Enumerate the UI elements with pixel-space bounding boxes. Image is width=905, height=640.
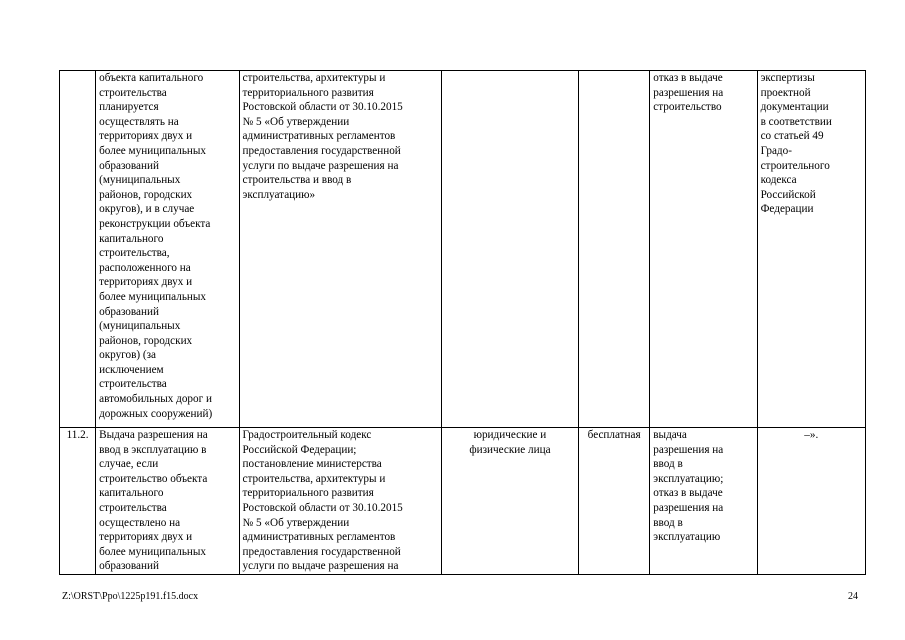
- text-line: строительного: [760, 159, 830, 172]
- text-line: физические лица: [469, 443, 551, 456]
- row-number-cell: [60, 71, 96, 428]
- text-line: исключением: [99, 363, 164, 376]
- text-line: осуществлять на: [99, 115, 179, 128]
- text-line: Градостроительный кодекс: [242, 429, 372, 441]
- text-line: строительства: [99, 378, 167, 391]
- text-line: в соответствии: [760, 115, 832, 128]
- text-line: услуги по выдаче разрешения на: [242, 159, 399, 172]
- footer-file-path: Z:\ORST\Ppo\1225p191.f15.docx: [62, 591, 199, 602]
- text-line: строительство: [653, 101, 722, 114]
- text-line: территориях двух и: [99, 531, 193, 544]
- text-line: строительства, архитектуры и: [242, 472, 386, 485]
- result-cell: [650, 428, 757, 575]
- text-line: кодекса: [760, 174, 797, 187]
- text-line: административных регламентов: [242, 130, 396, 143]
- text-line: более муниципальных: [99, 290, 207, 303]
- text-line: ввод в: [653, 516, 683, 529]
- text-line: объекта капитального: [99, 72, 204, 84]
- text-line: дорожных сооружений): [99, 407, 213, 420]
- text-line: предоставления государственной: [242, 545, 401, 558]
- text-line: территориального развития: [242, 86, 374, 99]
- text-line: районов, городских: [99, 334, 193, 347]
- applicants-cell: [441, 71, 578, 428]
- text-line: Ростовской области от 30.10.2015: [242, 101, 403, 114]
- text-line: строительства и ввод в: [242, 174, 352, 187]
- text-line: Федерации: [760, 203, 814, 216]
- text-line: постановление министерства: [242, 458, 382, 471]
- text-line: Российской: [760, 188, 816, 201]
- text-line: экспертизы: [760, 72, 815, 84]
- text-line: территориях двух и: [99, 130, 193, 143]
- review-cell: [757, 71, 865, 428]
- text-line: юридические и: [473, 429, 547, 441]
- text-line: эксплуатацию;: [653, 472, 724, 485]
- table-row: [60, 428, 866, 575]
- review-cell: –».: [757, 428, 865, 575]
- text-line: строительства: [99, 86, 167, 99]
- page-number: 24: [848, 591, 858, 602]
- text-line: Градо-: [760, 144, 792, 157]
- legal-basis-cell: [239, 71, 441, 428]
- text-line: (муниципальных: [99, 320, 181, 333]
- text-line: со статьей 49: [760, 130, 824, 143]
- text-line: документации: [760, 101, 829, 114]
- text-line: образований: [99, 159, 159, 172]
- text-line: осуществлено на: [99, 516, 181, 529]
- text-line: строительство объекта: [99, 472, 208, 485]
- text-line: Ростовской области от 30.10.2015: [242, 501, 403, 514]
- fee-cell: [579, 71, 650, 428]
- legal-basis-cell: [239, 428, 441, 575]
- text-line: эксплуатацию: [653, 531, 721, 544]
- text-line: территориального развития: [242, 487, 374, 500]
- text-line: капитального: [99, 232, 164, 245]
- regulation-table: [59, 70, 866, 575]
- object-cell: [96, 71, 239, 428]
- text-line: (муниципальных: [99, 174, 181, 187]
- text-line: образований: [99, 305, 159, 318]
- text-line: № 5 «Об утверждении: [242, 115, 350, 128]
- text-line: № 5 «Об утверждении: [242, 516, 350, 529]
- table-row: [60, 71, 866, 428]
- text-line: округов), и в случае: [99, 203, 195, 216]
- text-line: образований: [99, 560, 159, 573]
- text-line: более муниципальных: [99, 545, 207, 558]
- applicants-cell: [441, 428, 578, 575]
- text-line: расположенного на: [99, 261, 191, 274]
- text-line: разрешения на: [653, 443, 724, 456]
- text-line: более муниципальных: [99, 144, 207, 157]
- text-line: проектной: [760, 86, 811, 99]
- text-line: разрешения на: [653, 501, 724, 514]
- text-line: строительства: [99, 501, 167, 514]
- text-line: территориях двух и: [99, 276, 193, 289]
- text-line: округов) (за: [99, 349, 156, 362]
- text-line: разрешения на: [653, 86, 724, 99]
- object-cell: [96, 428, 239, 575]
- result-cell: [650, 71, 757, 428]
- text-line: автомобильных дорог и: [99, 393, 212, 406]
- row-number-cell: 11.2.: [60, 428, 96, 575]
- text-line: ввод в эксплуатацию в: [99, 443, 207, 456]
- text-line: выдача: [653, 429, 687, 441]
- text-line: районов, городских: [99, 188, 193, 201]
- text-line: строительства,: [99, 247, 170, 260]
- text-line: Российской Федерации;: [242, 443, 357, 456]
- text-line: отказ в выдаче: [653, 487, 723, 500]
- text-line: реконструкции объекта: [99, 217, 211, 230]
- text-line: планируется: [99, 101, 159, 114]
- text-line: административных регламентов: [242, 531, 396, 544]
- text-line: отказ в выдаче: [653, 72, 723, 84]
- text-line: случае, если: [99, 458, 159, 471]
- text-line: капитального: [99, 487, 164, 500]
- fee-cell: бесплатная: [579, 428, 650, 575]
- text-line: эксплуатацию»: [242, 188, 316, 201]
- text-line: Выдача разрешения на: [99, 429, 208, 441]
- text-line: ввод в: [653, 458, 683, 471]
- text-line: строительства, архитектуры и: [242, 72, 386, 84]
- text-line: услуги по выдаче разрешения на: [242, 560, 399, 573]
- text-line: предоставления государственной: [242, 144, 401, 157]
